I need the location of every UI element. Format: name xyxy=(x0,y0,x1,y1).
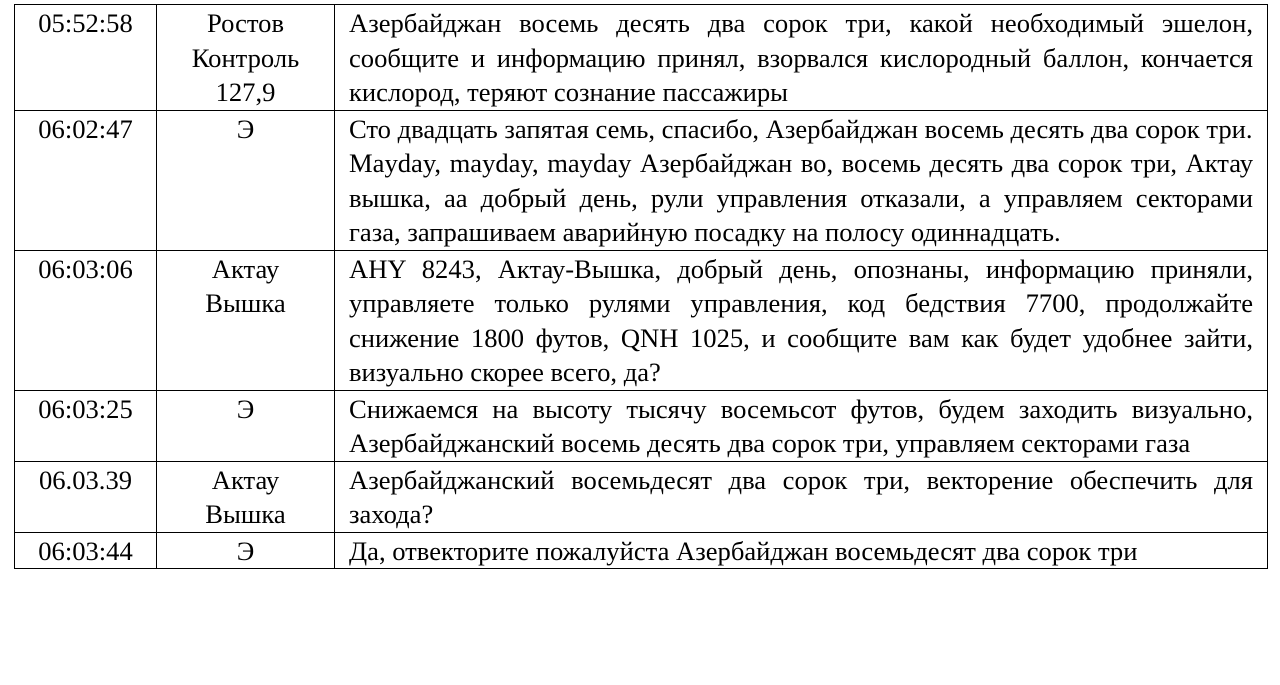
speaker-line: Э xyxy=(236,535,255,566)
table-row xyxy=(15,390,1268,461)
message-paragraph: Mayday, mayday, mayday Азербайджан во, восемь десять два сорок три, Актау вышка, аа добрый день, рули управления отказали, а управляем секторами газа, запрашиваем аварийную посадку на полосу одиннадцать. xyxy=(349,148,1253,247)
message-cell xyxy=(335,250,1268,390)
table-row xyxy=(15,532,1268,569)
speaker-line: Вышка xyxy=(205,288,286,318)
speaker-cell xyxy=(157,250,335,390)
message-paragraph: Сто двадцать запятая семь, спасибо, Азербайджан восемь десять два сорок три. xyxy=(349,113,1253,144)
time-cell: 05:52:58 xyxy=(15,5,157,111)
table-row xyxy=(15,461,1268,532)
message-cell xyxy=(335,532,1268,569)
time-cell: 06.03.39 xyxy=(15,461,157,532)
speaker-line: Ростов xyxy=(206,8,284,38)
time-cell: 06:02:47 xyxy=(15,110,157,250)
speaker-line: 127,9 xyxy=(215,77,276,107)
speaker-cell xyxy=(157,110,335,250)
speaker-cell xyxy=(157,5,335,111)
speaker-line: Вышка xyxy=(205,499,286,529)
message-paragraph: AHY 8243, Актау-Вышка, добрый день, опознаны, информацию приняли, управляете только рулями управления, код бедствия 7700, продолжайте снижение 1800 футов, QNH 1025, и сообщите вам как будет удобнее зайти, визуально скорее всего, да? xyxy=(349,253,1253,387)
speaker-line: Э xyxy=(236,113,255,144)
message-paragraph: Азербайджан восемь десять два сорок три, какой необходимый эшелон, сообщите и информацию принял, взорвался кислородный баллон, кончается кислород, теряют сознание пассажиры xyxy=(349,8,1253,107)
time-cell: 06:03:25 xyxy=(15,390,157,461)
table-row xyxy=(15,5,1268,111)
speaker-cell xyxy=(157,461,335,532)
message-cell xyxy=(335,5,1268,111)
table-row xyxy=(15,110,1268,250)
message-cell xyxy=(335,390,1268,461)
speaker-line: Актау xyxy=(211,253,280,284)
speaker-cell xyxy=(157,390,335,461)
message-cell xyxy=(335,461,1268,532)
message-paragraph: Да, отвекторите пожалуйста Азербайджан восемьдесят два сорок три xyxy=(349,535,1138,566)
transcript-table xyxy=(14,4,1268,569)
message-cell xyxy=(335,110,1268,250)
speaker-line: Контроль xyxy=(191,42,300,73)
table-row xyxy=(15,250,1268,390)
speaker-line: Актау xyxy=(211,464,280,495)
message-paragraph: Снижаемся на высоту тысячу восемьсот футов, будем заходить визуально, Азербайджанский восемь десять два сорок три, управляем секторами газа xyxy=(349,393,1253,458)
speaker-cell xyxy=(157,532,335,569)
message-paragraph: Азербайджанский восемьдесят два сорок три, векторение обеспечить для захода? xyxy=(349,464,1253,529)
time-cell: 06:03:44 xyxy=(15,532,157,569)
speaker-line: Э xyxy=(236,393,255,424)
time-cell: 06:03:06 xyxy=(15,250,157,390)
